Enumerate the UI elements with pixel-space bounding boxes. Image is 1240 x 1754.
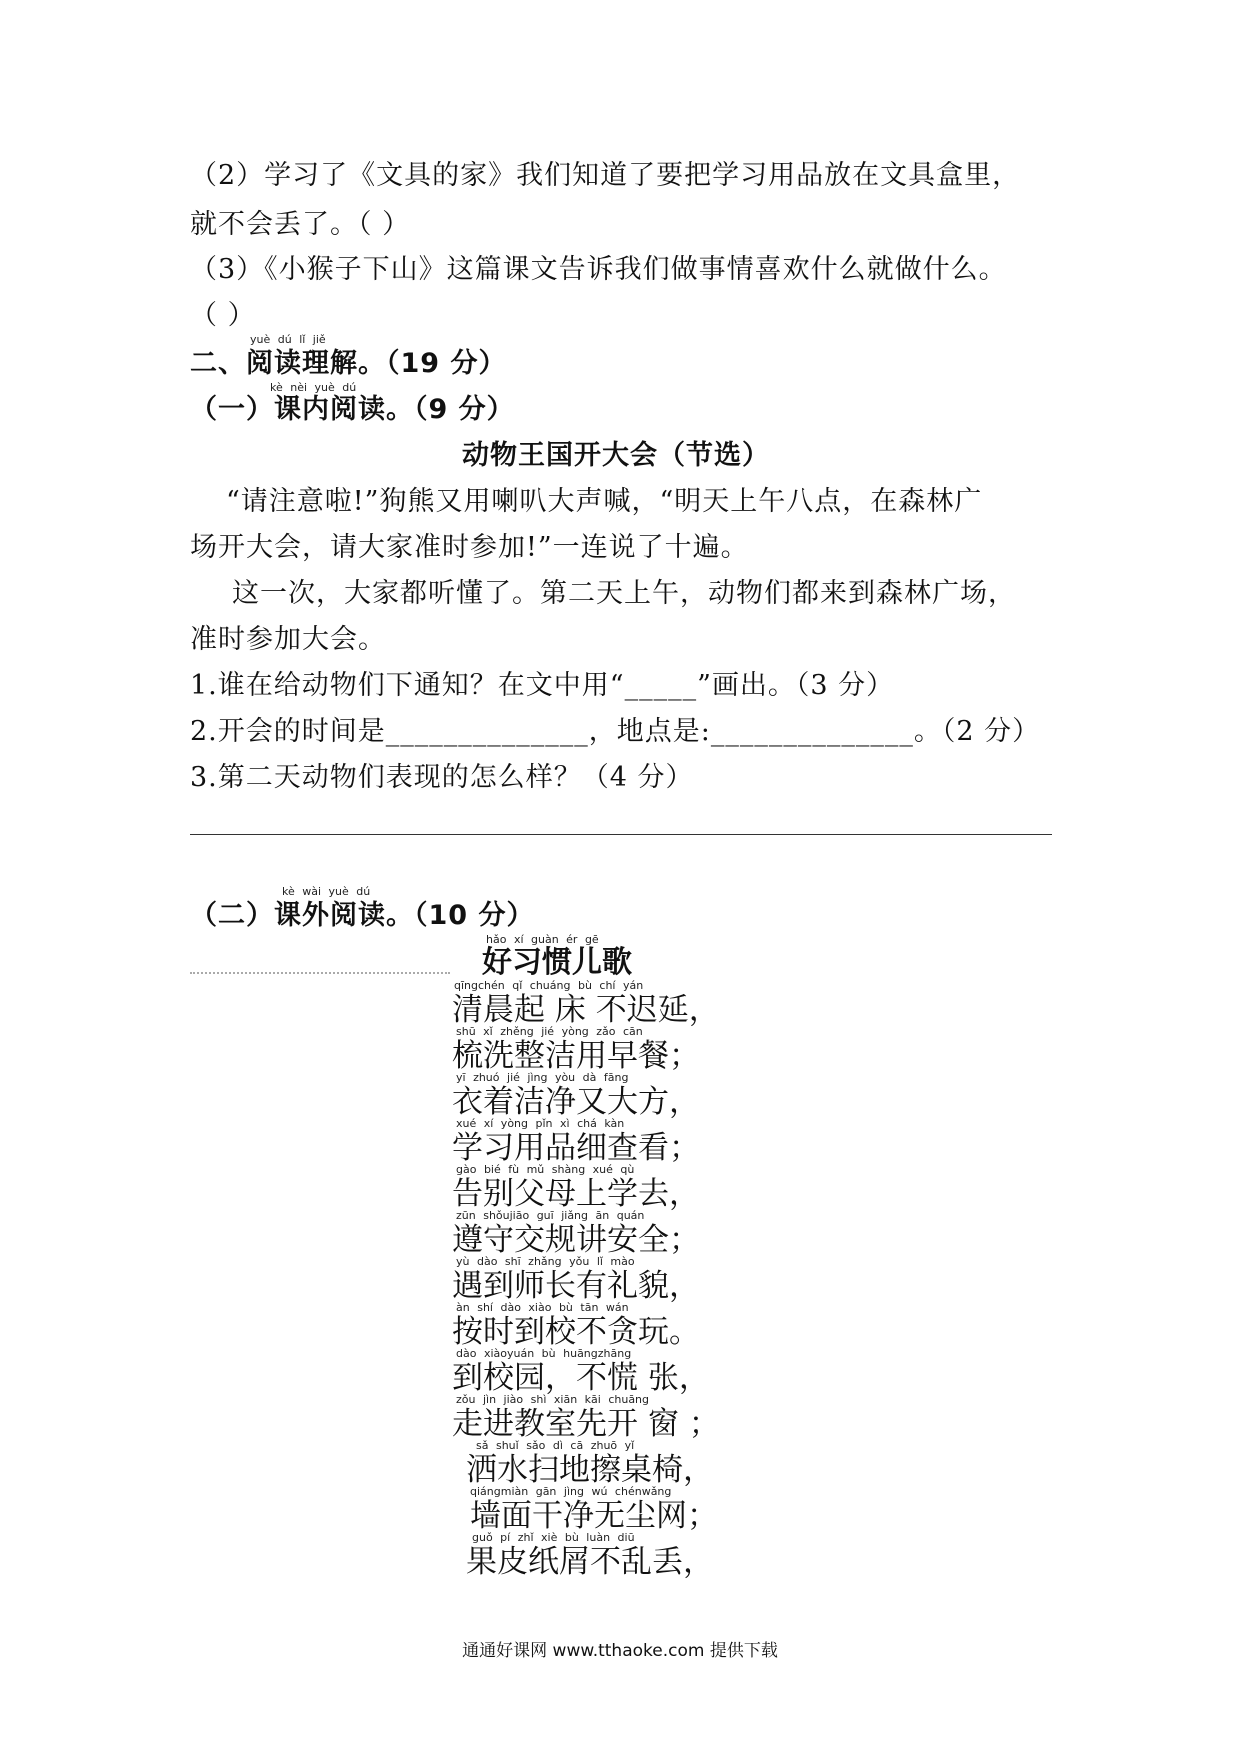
passage-para2-line2: 准时参加大会。 xyxy=(190,624,386,655)
judge-q2-line2: 就不会丢了。（ ） xyxy=(190,209,411,240)
poem-line: 按时到校不贪玩。 xyxy=(452,1314,700,1350)
poem-line-pinyin: shū xǐ zhěng jié yòng zǎo cān xyxy=(456,1025,643,1038)
part1-heading: （一）课内阅读。（9 分） xyxy=(190,394,515,425)
poem-title: 好习惯儿歌 xyxy=(482,945,632,980)
question-1: 1.谁在给动物们下通知？在文中用“_____”画出。（3 分） xyxy=(190,670,895,701)
poem-line-pinyin: gào bié fù mǔ shàng xué qù xyxy=(456,1163,635,1176)
poem-line-pinyin: xué xí yòng pǐn xì chá kàn xyxy=(456,1117,625,1130)
dotted-divider xyxy=(190,972,450,974)
passage-para1-line1: “请注意啦!”狗熊又用喇叭大声喊，“明天上午八点，在森林广 xyxy=(226,486,983,517)
poem-line: 梳洗整洁用早餐； xyxy=(452,1038,700,1074)
poem-line: 清晨起 床 不迟延， xyxy=(452,992,720,1028)
answer-line xyxy=(190,834,1052,835)
poem-line-pinyin: àn shí dào xiào bù tān wán xyxy=(456,1301,629,1314)
passage-para2-line1: 这一次，大家都听懂了。第二天上午，动物们都来到森林广场， xyxy=(232,578,1016,609)
page-footer: 通通好课网 www.tthaoke.com 提供下载 xyxy=(462,1641,778,1661)
poem-line-pinyin: sǎ shuǐ sǎo dì cā zhuō yǐ xyxy=(476,1439,635,1452)
poem-line-pinyin: dào xiàoyuán bù huāngzhāng xyxy=(456,1347,632,1360)
judge-q3-line1: （3）《小猴子下山》这篇课文告诉我们做事情喜欢什么就做什么。 xyxy=(190,254,1007,285)
part1-pinyin: kè nèi yuè dú xyxy=(270,381,357,394)
poem-line-pinyin: zǒu jìn jiào shì xiān kāi chuāng xyxy=(456,1393,650,1406)
poem-line: 衣着洁净又大方， xyxy=(452,1084,700,1120)
poem-line: 遇到师长有礼貌， xyxy=(452,1268,700,1304)
poem-line: 墙面干净无尘网； xyxy=(470,1498,718,1534)
question-2: 2.开会的时间是______________，地点是:______________。（2 分） xyxy=(190,716,1041,747)
poem-line-pinyin: guǒ pí zhǐ xiè bù luàn diū xyxy=(472,1531,635,1544)
passage-para1-line2: 场开大会，请大家准时参加!”一连说了十遍。 xyxy=(190,532,749,563)
section2-heading: 二、阅读理解。（19 分） xyxy=(190,348,507,379)
poem-line-pinyin: zūn shǒujiāo guī jiǎng ān quán xyxy=(456,1209,645,1222)
poem-line: 学习用品细查看； xyxy=(452,1130,700,1166)
part2-heading: （二）课外阅读。（10 分） xyxy=(190,900,535,931)
poem-line: 告别父母上学去， xyxy=(452,1176,700,1212)
poem-line: 果皮纸屑不乱丢， xyxy=(466,1544,714,1580)
judge-q2-line1: （2）学习了《文具的家》我们知道了要把学习用品放在文具盒里， xyxy=(190,160,1021,191)
judge-q3-line2: （ ） xyxy=(190,300,256,331)
part2-pinyin: kè wài yuè dú xyxy=(282,885,371,898)
poem-line: 洒水扫地擦桌椅， xyxy=(466,1452,714,1488)
poem-line: 到校园，不慌 张， xyxy=(452,1360,710,1396)
poem-line-pinyin: qīngchén qǐ chuáng bù chí yán xyxy=(454,979,644,992)
question-3: 3.第二天动物们表现的怎么样？（4 分） xyxy=(190,762,694,793)
section2-pinyin: yuè dú lǐ jiě xyxy=(250,333,326,346)
poem-line: 走进教室先开 窗 ； xyxy=(452,1406,720,1442)
poem-line-pinyin: yī zhuó jié jìng yòu dà fāng xyxy=(456,1071,629,1084)
poem-line: 遵守交规讲安全； xyxy=(452,1222,700,1258)
passage-title: 动物王国开大会（节选） xyxy=(462,440,770,471)
poem-title-pinyin: hǎo xí guàn ér gē xyxy=(486,933,599,946)
poem-line-pinyin: qiángmiàn gān jìng wú chénwǎng xyxy=(470,1485,672,1498)
poem-line-pinyin: yù dào shī zhǎng yǒu lǐ mào xyxy=(456,1255,635,1268)
